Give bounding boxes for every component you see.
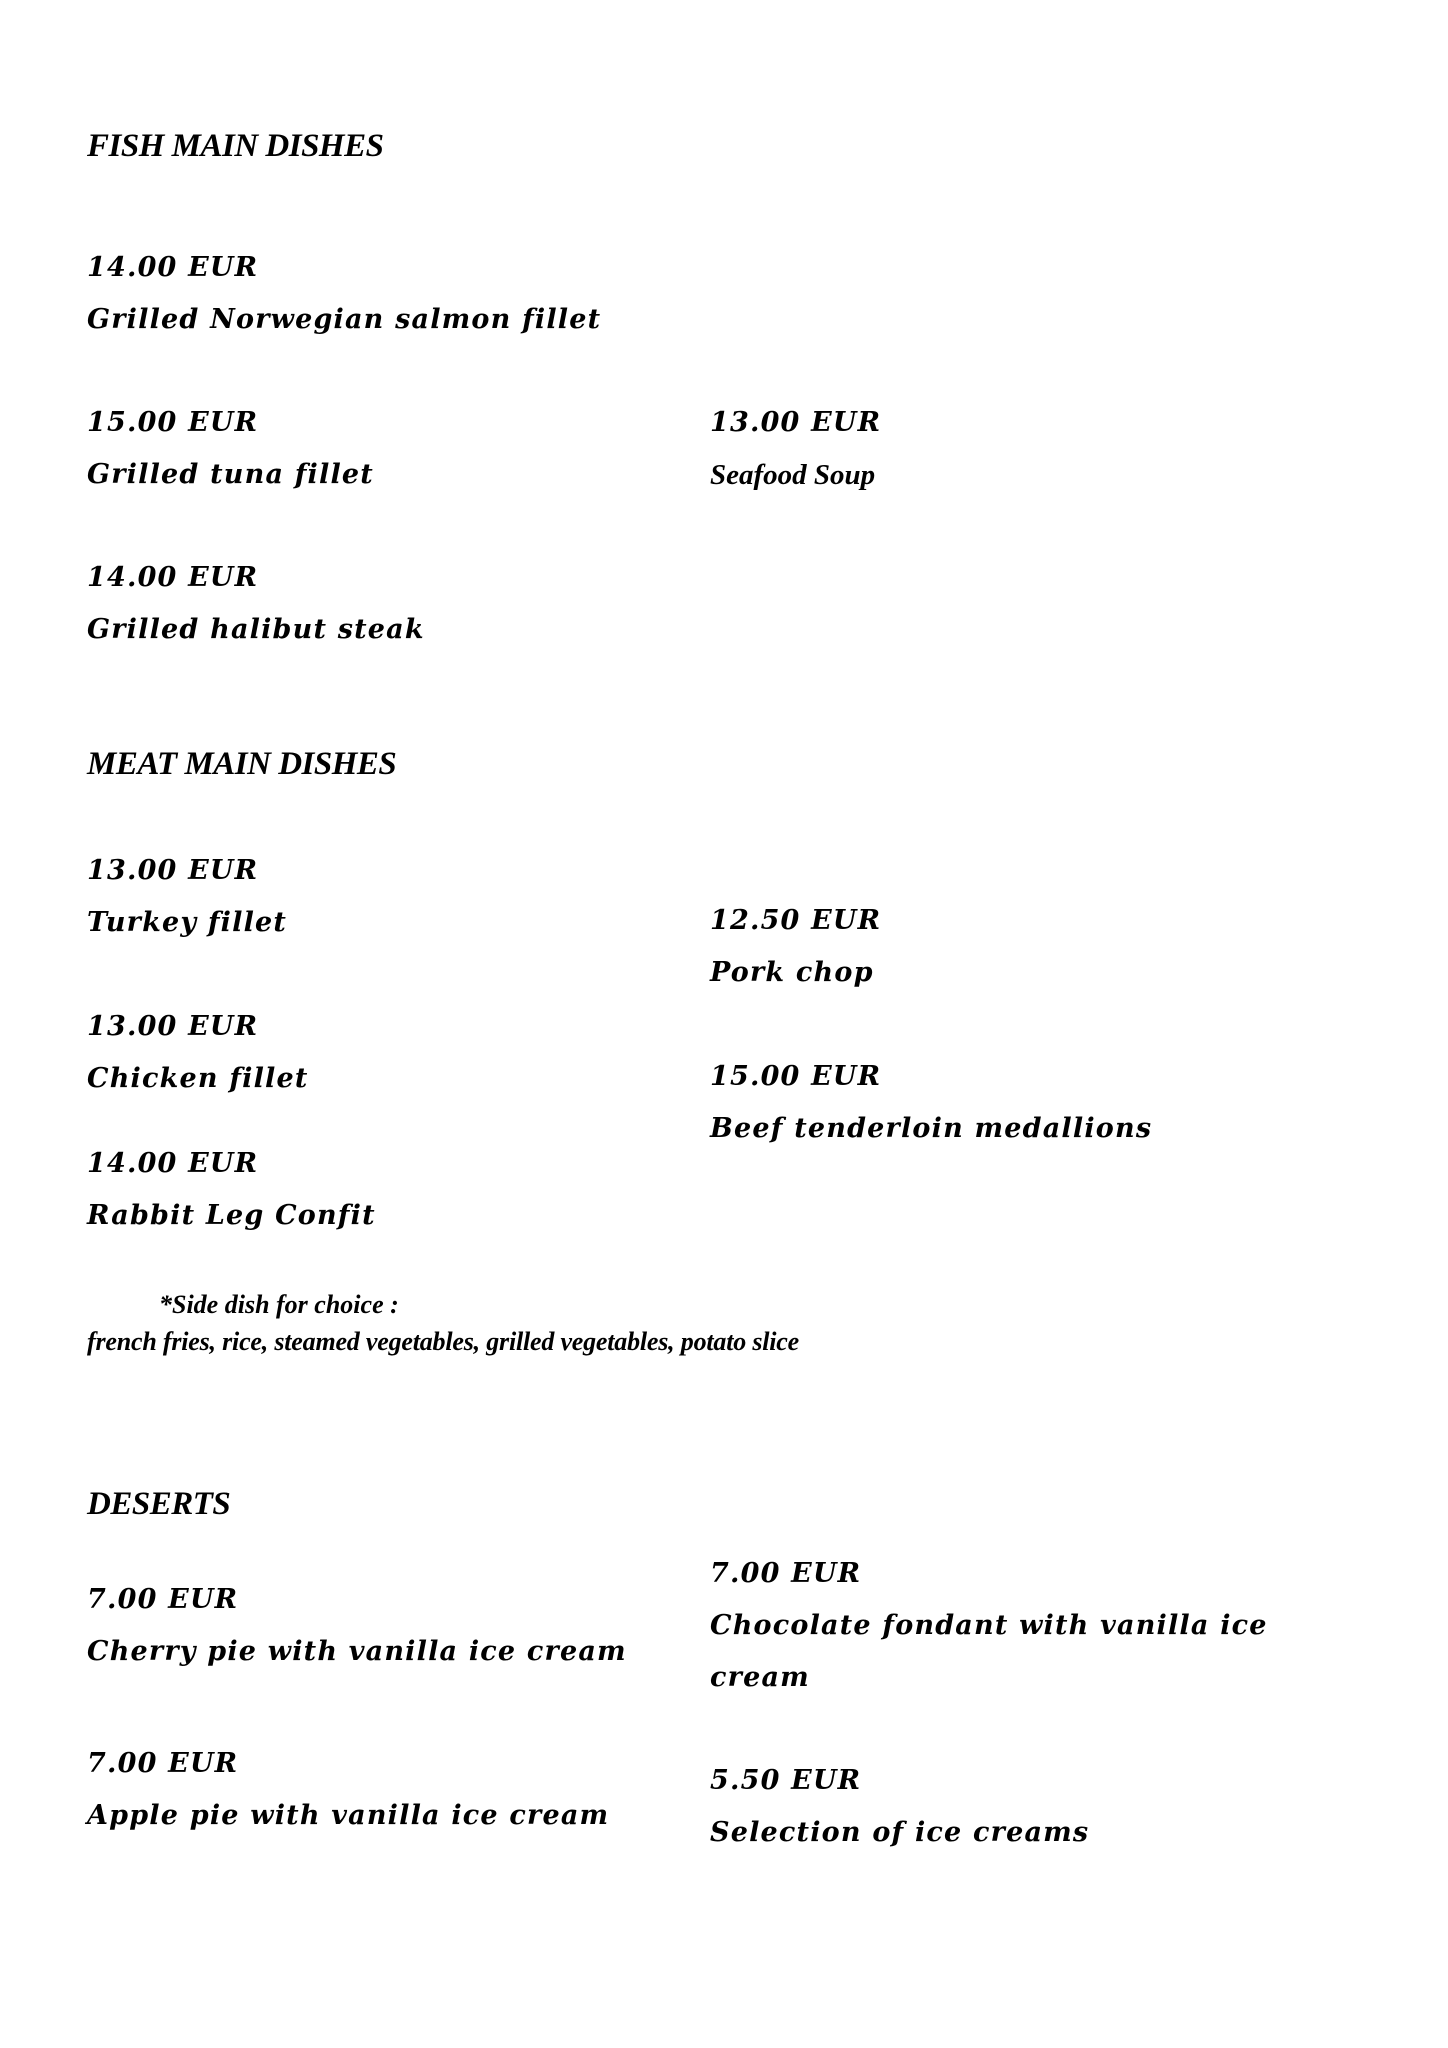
menu-item-chocolate-fondant: [710, 1548, 1270, 1704]
item-name: Turkey fillet: [87, 907, 288, 938]
side-dish-options: french fries, rice, steamed vegetables, grilled vegetables, potato slice: [87, 1327, 799, 1356]
menu-item-ice-creams: [710, 1755, 1089, 1859]
item-price: 13.00 EUR: [710, 407, 882, 438]
menu-item-salmon: [87, 242, 601, 346]
menu-item-halibut: [87, 552, 425, 656]
item-name: Grilled halibut steak: [87, 614, 425, 645]
item-price: 13.00 EUR: [87, 855, 259, 886]
item-price: 5.50 EUR: [710, 1765, 862, 1796]
menu-item-rabbit: [87, 1138, 376, 1242]
item-name: Cherry pie with vanilla ice cream: [87, 1636, 627, 1667]
menu-item-tuna: [87, 397, 374, 501]
item-name: Chocolate fondant with vanilla ice cream: [710, 1610, 1268, 1693]
item-name: Grilled Norwegian salmon fillet: [87, 304, 602, 335]
item-name: Grilled tuna fillet: [87, 459, 374, 490]
menu-item-chicken: [87, 1001, 309, 1105]
item-name: Apple pie with vanilla ice cream: [87, 1800, 610, 1831]
item-price: 15.00 EUR: [87, 407, 259, 438]
item-price: 14.00 EUR: [87, 562, 259, 593]
item-name: Chicken fillet: [87, 1063, 309, 1094]
fish-section-heading: FISH MAIN DISHES: [87, 128, 384, 164]
item-name: Seafood Soup: [710, 459, 876, 491]
menu-item-pork-chop: [710, 895, 881, 999]
item-name: Pork chop: [710, 957, 874, 988]
side-dish-note: [87, 1286, 799, 1360]
menu-item-turkey: [87, 845, 287, 949]
item-price: 7.00 EUR: [87, 1748, 239, 1779]
menu-item-apple-pie: [87, 1738, 609, 1842]
item-price: 13.00 EUR: [87, 1011, 259, 1042]
item-name: Rabbit Leg Confit: [87, 1200, 376, 1231]
deserts-section-heading: DESERTS: [87, 1486, 231, 1522]
menu-item-cherry-pie: [87, 1574, 627, 1678]
item-price: 7.00 EUR: [710, 1558, 862, 1589]
meat-section-heading: MEAT MAIN DISHES: [87, 746, 397, 782]
item-price: 7.00 EUR: [87, 1584, 239, 1615]
item-price: 12.50 EUR: [710, 905, 882, 936]
item-price: 14.00 EUR: [87, 252, 259, 283]
item-price: 14.00 EUR: [87, 1148, 259, 1179]
item-name: Selection of ice creams: [710, 1817, 1090, 1848]
item-price: 15.00 EUR: [710, 1061, 882, 1092]
menu-item-seafood-soup: [710, 397, 881, 501]
menu-item-beef: [710, 1051, 1152, 1155]
side-dish-note-title: *Side dish for choice :: [159, 1290, 399, 1319]
item-name: Beef tenderloin medallions: [710, 1113, 1153, 1144]
